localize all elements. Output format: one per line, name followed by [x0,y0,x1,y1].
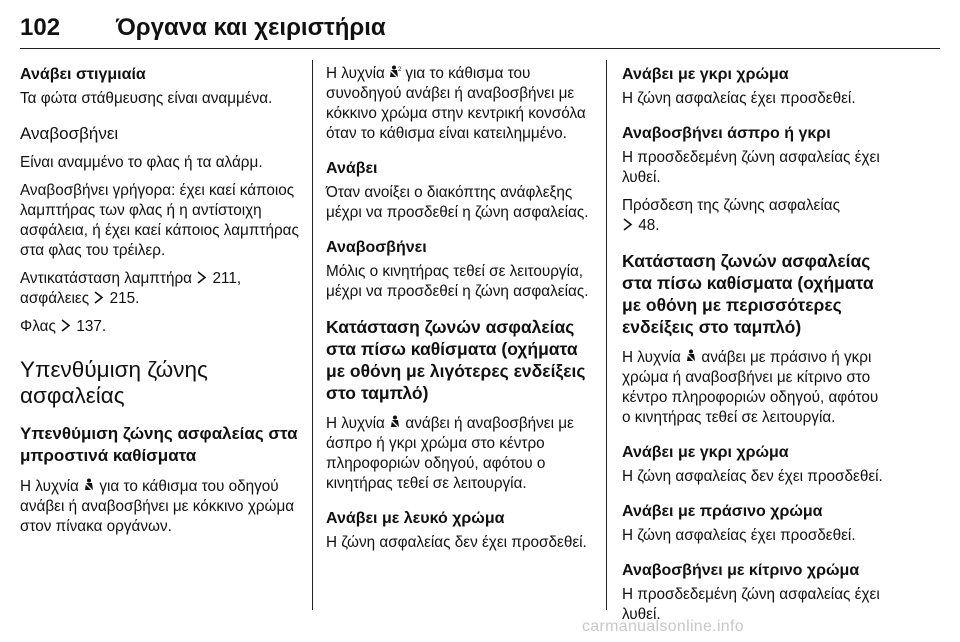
column-left [20,64,302,537]
subheading: Ανάβει στιγμιαία [20,66,146,83]
watermark: carmanualsonline.info [582,618,744,635]
paragraph: Αναβοσβήνει γρήγορα: έχει καεί κάποιος λαμπτήρας των φλας ή η αντίστοιχη ασφάλεια, ή έχει καεί κάποιος λαμπτήρας στα φλας του τρέιλερ. [20,182,299,259]
text: Η λυχνία [326,65,385,82]
column-right [622,64,890,625]
reference-arrow-icon [622,217,634,232]
reference-arrow-icon [93,290,105,305]
text: Η λυχνία [326,415,385,432]
seatbelt-passenger-icon [389,65,401,80]
reference-arrow-icon [60,318,72,333]
paragraph [20,477,302,537]
paragraph: Η ζώνη ασφαλείας δεν έχει προσδεθεί. [622,468,883,485]
svg-text:2: 2 [398,67,402,73]
subheading: Αναβοσβήνει [326,239,427,256]
subheading: Αναβοσβήνει με κίτρινο χρώμα [622,562,860,579]
column-divider [606,60,607,610]
seatbelt-icon [83,478,95,493]
section-heading: Κατάσταση ζωνών ασφαλείας στα πίσω καθίσματα (οχήματα με οθόνη με λιγότερες ενδείξεις στο ταμπλό) [326,317,586,403]
text: Πρόσδεση της ζώνης ασφαλείας [622,197,840,214]
section-heading: Αναβοσβήνει [20,124,119,143]
text: Φλας [20,318,56,335]
page-reference[interactable]: 215. [109,290,140,307]
paragraph: Τα φώτα στάθμευσης είναι αναμμένα. [20,90,273,107]
text: Η λυχνία [622,349,681,366]
subheading: Ανάβει [326,160,378,177]
column-middle [326,64,598,553]
paragraph: Είναι αναμμένο το φλας ή τα αλάρμ. [20,154,263,171]
column-divider [312,60,313,610]
text: Η λυχνία [20,478,79,495]
paragraph [622,348,890,428]
text: ανάβει ή αναβοσβήνει με άσπρο ή γκρι χρώμα στο κέντρο πληροφοριών οδηγού, αφότου ο κινητήρας τεθεί σε λειτουργία. [326,415,574,492]
subheading: Ανάβει με πράσινο χρώμα [622,503,823,520]
text: Αντικατάσταση λαμπτήρα [20,270,193,287]
paragraph [326,64,598,144]
text: για το κάθισμα του οδηγού ανάβει ή αναβοσβήνει με κόκκινο χρώμα στον πίνακα οργάνων. [20,478,295,535]
subheading: Ανάβει με λευκό χρώμα [326,510,505,527]
paragraph: Η ζώνη ασφαλείας έχει προσδεθεί. [622,527,856,544]
paragraph [622,196,890,236]
seatbelt-icon [389,415,401,430]
page-reference[interactable]: 137. [76,318,107,335]
main-heading: Υπενθύμιση ζώνης ασφαλείας [20,357,208,408]
subheading: Αναβοσβήνει άσπρο ή γκρι [622,125,831,142]
seatbelt-icon [685,349,697,364]
subheading: Ανάβει με γκρι χρώμα [622,66,789,83]
page-reference[interactable]: 211, [212,270,242,287]
text: για το κάθισμα του συνοδηγού ανάβει ή αναβοσβήνει με κόκκινο χρώμα στην κεντρική κονσόλα όταν το κάθισμα είναι κατειλημμένο. [326,65,586,142]
page-reference[interactable]: 48. [638,217,660,234]
header-divider [20,48,940,49]
subheading: Ανάβει με γκρι χρώμα [622,444,789,461]
paragraph: Η ζώνη ασφαλείας έχει προσδεθεί. [622,90,856,107]
text: ασφάλειες [20,290,90,307]
reference-arrow-icon [196,270,208,285]
paragraph: Η προσδεδεμένη ζώνη ασφαλείας έχει λυθεί. [622,149,880,186]
paragraph [20,317,302,337]
page-number: 102 [20,14,61,41]
page-title: Όργανα και χειριστήρια [116,14,386,41]
paragraph: Η προσδεδεμένη ζώνη ασφαλείας έχει λυθεί. [622,586,880,623]
paragraph [326,414,598,494]
paragraph: Όταν ανοίξει ο διακόπτης ανάφλεξης μέχρι να προσδεθεί η ζώνη ασφαλείας. [326,184,589,221]
page-header [20,14,940,54]
text: ανάβει με πράσινο ή γκρι χρώμα ή αναβοσβήνει με κίτρινο στο κέντρο πληροφοριών οδηγού, αφότου ο κινητήρας τεθεί σε λειτουργία. [622,349,879,426]
paragraph [20,269,302,309]
paragraph: Μόλις ο κινητήρας τεθεί σε λειτουργία, μέχρι να προσδεθεί η ζώνη ασφαλείας. [326,263,589,300]
section-heading: Υπενθύμιση ζώνης ασφαλείας στα μπροστινά καθίσματα [20,424,298,465]
section-heading: Κατάσταση ζωνών ασφαλείας στα πίσω καθίσματα (οχήματα με οθόνη με περισσότερες ενδείξεις στο ταμπλό) [622,251,874,337]
paragraph: Η ζώνη ασφαλείας δεν έχει προσδεθεί. [326,534,587,551]
